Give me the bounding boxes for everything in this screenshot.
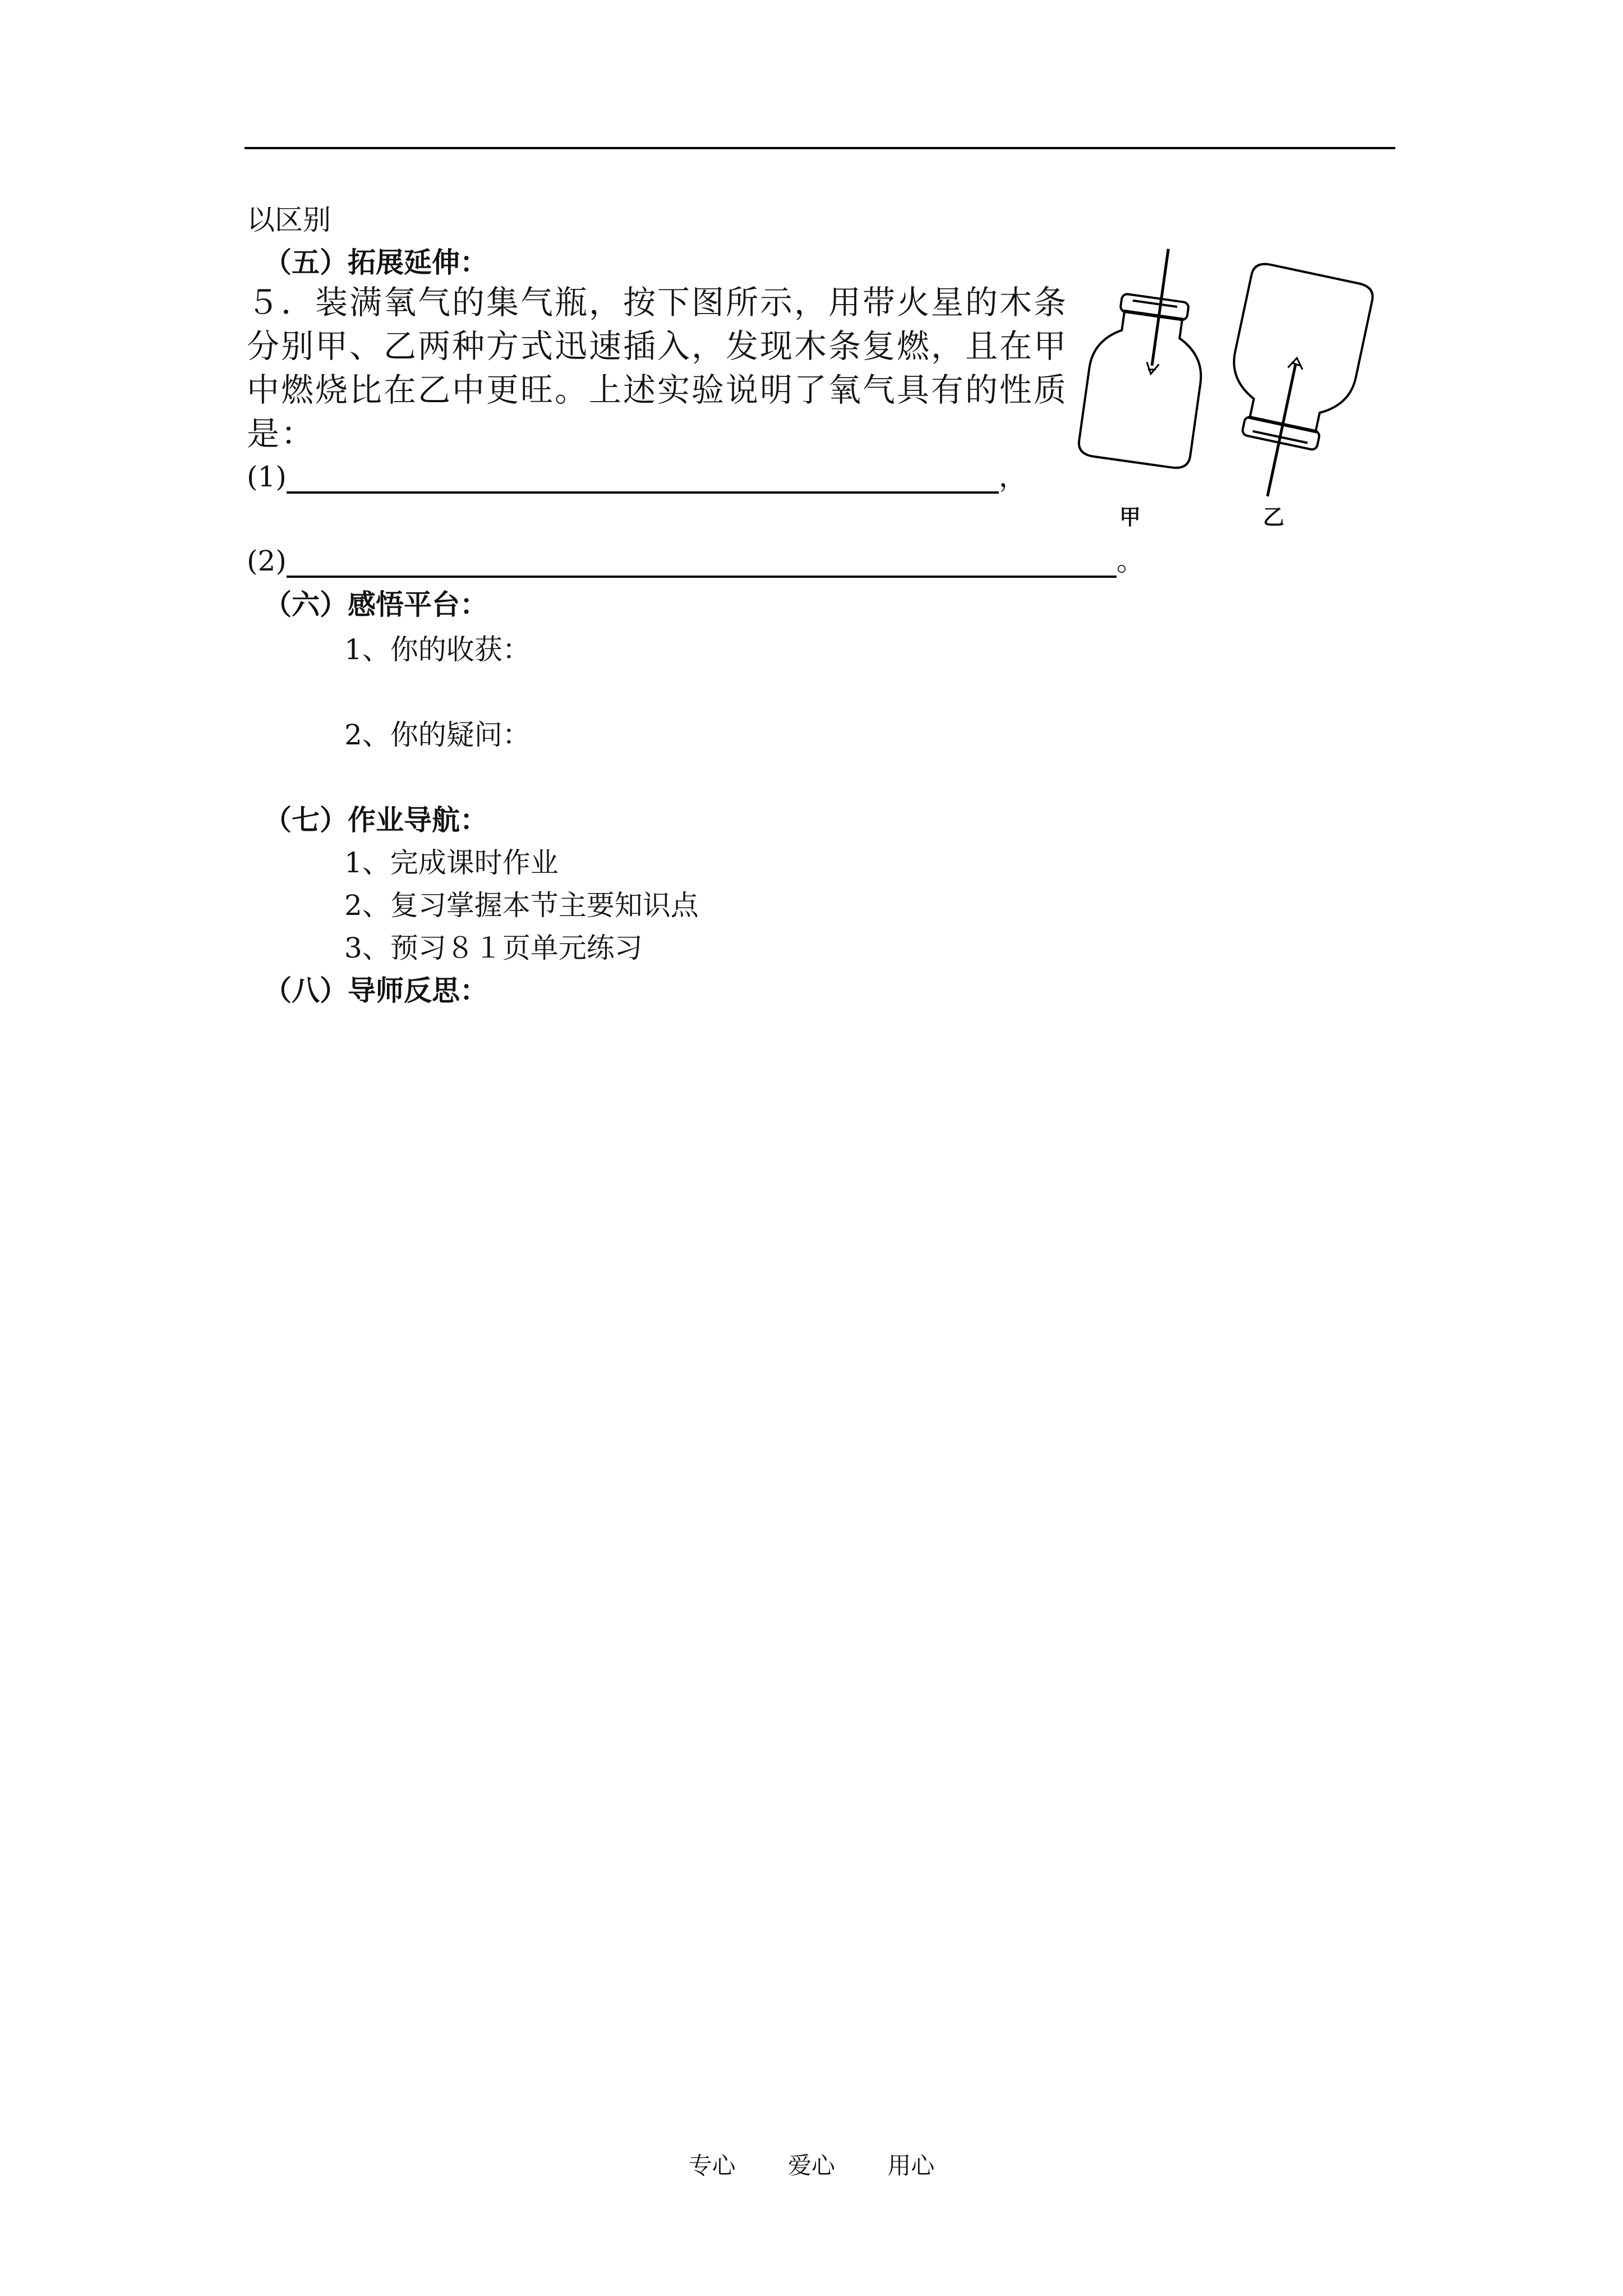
oxygen-bottles-diagram <box>1066 236 1380 550</box>
answer-1-blank[interactable] <box>287 463 999 494</box>
bottle-yi <box>1207 261 1375 509</box>
header-rule <box>245 147 1395 149</box>
page-footer <box>0 2152 1623 2180</box>
footer-word-2: 爱心 <box>787 2152 835 2179</box>
answer-1-comma: ， <box>998 461 1027 493</box>
section-8-heading: （八）导师反思： <box>264 974 488 1007</box>
section-6-item-1: 1、你的收获： <box>344 633 531 666</box>
oxygen-bottle-figure <box>1066 236 1380 550</box>
answer-row-1 <box>247 460 1027 494</box>
answer-row-2 <box>247 544 1145 578</box>
continuation-text: 以区别 <box>247 204 331 236</box>
figure-label-jia: 甲 <box>1119 505 1141 530</box>
question-line-4: 是： <box>247 415 316 453</box>
answer-2-period: 。 <box>1116 545 1145 577</box>
section-7-item-2: 2、复习掌握本节主要知识点 <box>344 889 699 922</box>
footer-word-3: 用心 <box>887 2152 935 2179</box>
section-6-item-2: 2、你的疑问： <box>344 719 531 751</box>
section-7-item-3: 3、预习８１页单元练习 <box>344 932 643 964</box>
answer-2-blank[interactable] <box>287 547 1117 578</box>
answer-2-label: (2) <box>247 545 287 577</box>
section-6-heading: （六）感悟平台： <box>264 588 488 621</box>
answer-1-label: (1) <box>247 461 287 493</box>
section-7-heading: （七）作业导航： <box>264 803 488 836</box>
footer-word-1: 专心 <box>688 2152 736 2179</box>
bottle-jia <box>1077 240 1219 470</box>
question-line-3: 中燃烧比在乙中更旺。上述实验说明了氧气具有的性质 <box>247 371 1068 409</box>
question-line-1: ５．装满氧气的集气瓶，按下图所示，用带火星的木条 <box>247 283 1068 321</box>
section-5-heading: （五）拓展延伸： <box>264 246 488 279</box>
figure-label-yi: 乙 <box>1263 505 1285 530</box>
section-7-item-1: 1、完成课时作业 <box>344 846 559 879</box>
question-line-2: 分别甲、乙两种方式迅速插入，发现木条复燃，且在甲 <box>247 327 1068 365</box>
